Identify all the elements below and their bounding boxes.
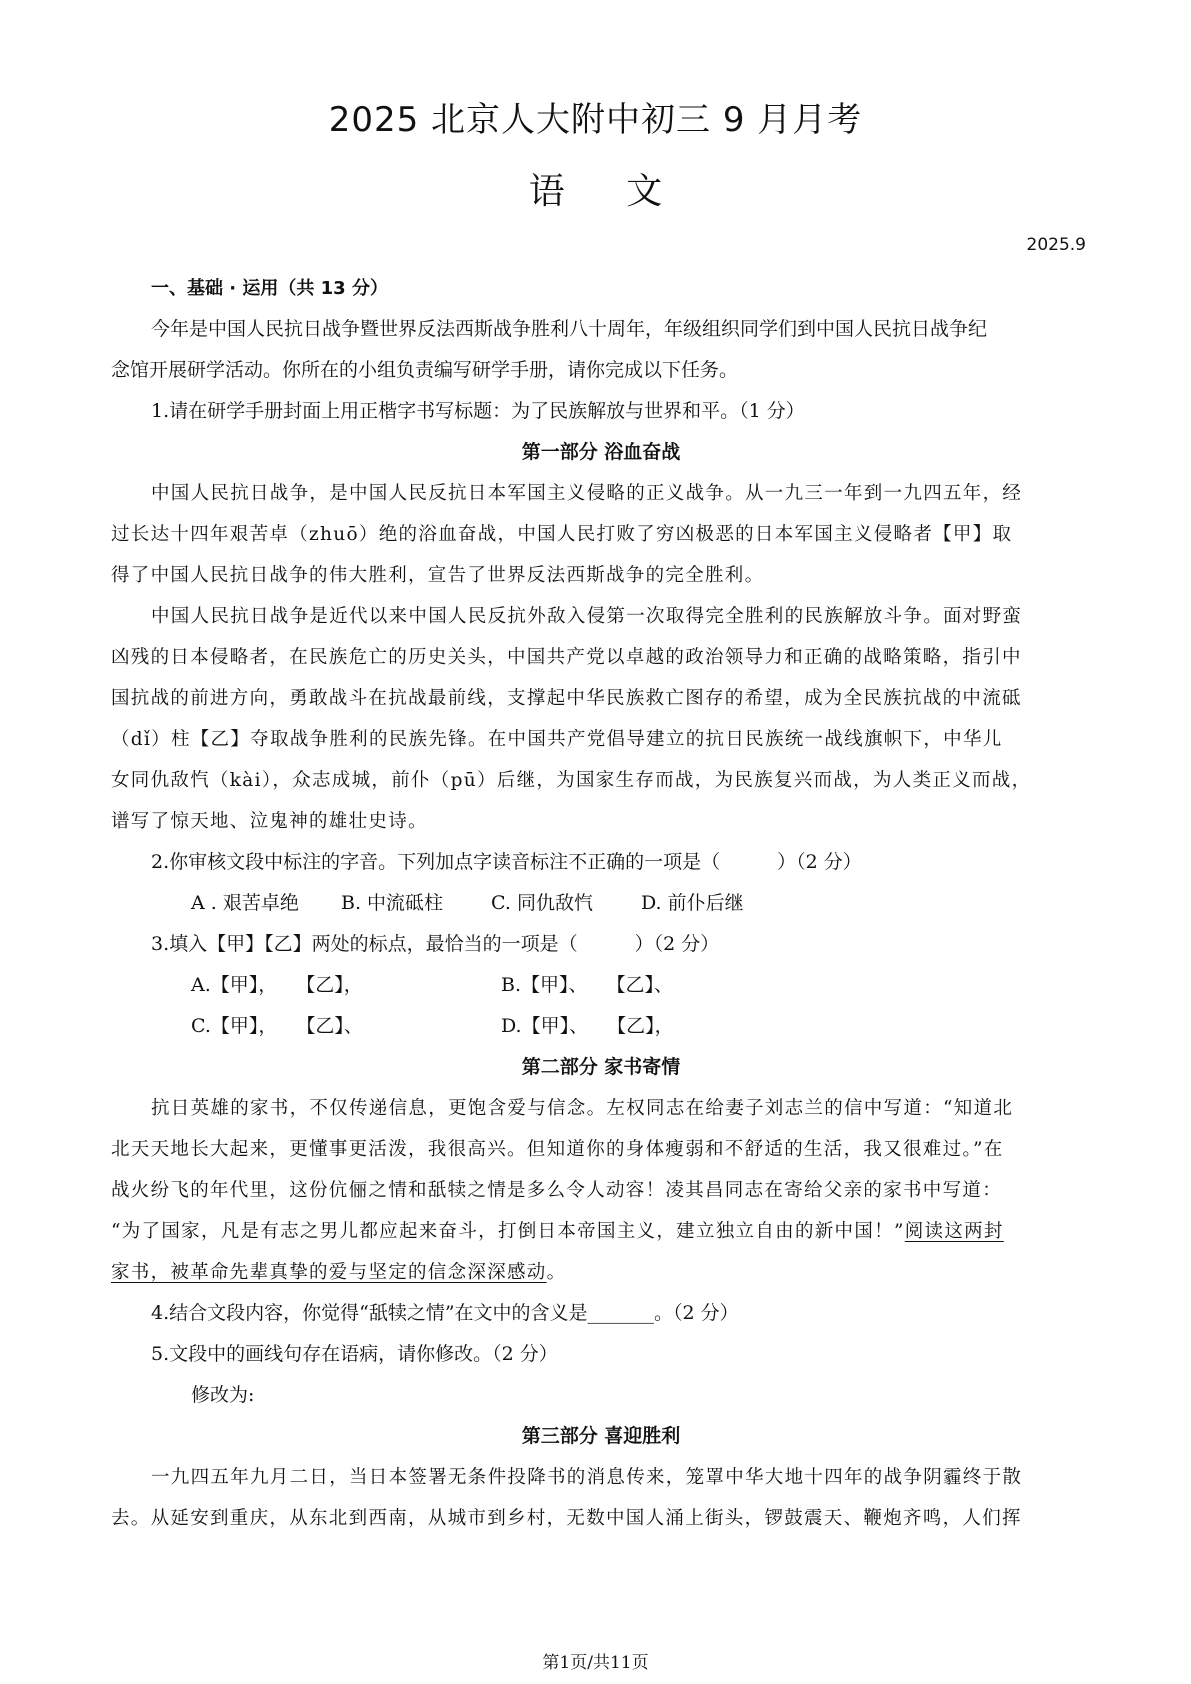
- passage-line: 凶残的日本侵略者，在民族危亡的历史关头，中国共产党以卓越的政治领导力和正确的战略策略，指引中: [111, 647, 1022, 668]
- question-5: 5.文段中的画线句存在语病，请你修改。（2 分）: [151, 1343, 558, 1365]
- passage-line: 中国人民抗日战争，是中国人民反抗日本军国主义侵略的正义战争。从一九三一年到一九四五年，经: [151, 483, 1023, 504]
- option-d: D.【甲】、 【乙】，: [501, 1015, 674, 1037]
- sentence-end: 。: [546, 1262, 567, 1283]
- passage-line: 抗日英雄的家书，不仅传递信息，更饱含爱与信念。左权同志在给妻子刘志兰的信中写道：“知道北: [151, 1098, 1014, 1119]
- part-title: 第二部分 家书寄情: [521, 1056, 681, 1078]
- passage-line: 女同仇敌忾（kài），众志成城，前仆（pū）后继，为国家生存而战，为民族复兴而战，为人类正义而战，: [111, 770, 1032, 791]
- option-b: B.【甲】、 【乙】、: [501, 974, 674, 996]
- question-3: 3.填入【甲】【乙】两处的标点，最恰当的一项是（ ）（2 分）: [151, 933, 720, 955]
- passage-line: 得了中国人民抗日战争的伟大胜利，宣告了世界反法西斯战争的完全胜利。: [111, 565, 765, 586]
- option-b: B. 中流砥柱: [341, 892, 444, 914]
- passage-line: 国抗战的前进方向，勇敢战斗在抗战最前线，支撑起中华民族救亡图存的希望，成为全民族抗战的中流砥: [111, 688, 1022, 709]
- intro-line: 念馆开展研学活动。你所在的小组负责编写研学手册，请你完成以下任务。: [111, 359, 739, 381]
- quote-text: “为了国家，凡是有志之男儿都应起来奋斗，打倒日本帝国主义，建立独立自由的新中国！”: [111, 1221, 905, 1242]
- option-c: C. 同仇敌忾: [491, 892, 593, 914]
- option-c: C.【甲】， 【乙】、: [191, 1015, 363, 1037]
- option-d: D. 前仆后继: [641, 892, 744, 914]
- question-4: 4.结合文段内容，你觉得“舐犊之情”在文中的含义是_______。（2 分）: [151, 1302, 739, 1324]
- question-3-options: [111, 965, 1091, 1006]
- option-a: A . 艰苦卓绝: [191, 892, 299, 914]
- subject-title: 语 文: [528, 171, 663, 212]
- part-title: 第三部分 喜迎胜利: [521, 1425, 681, 1447]
- question-3-options: [111, 1006, 1091, 1047]
- passage-line: 过长达十四年艰苦卓（zhuō）绝的浴血奋战，中国人民打败了穷凶极恶的日本军国主义侵略者【甲】取: [111, 524, 1013, 545]
- passage-line: [111, 1252, 1091, 1293]
- passage-line: （dǐ）柱【乙】夺取战争胜利的民族先锋。在中国共产党倡导建立的抗日民族统一战线旗帜下，中华儿: [111, 729, 1003, 750]
- passage-line: 北天天地长大起来，更懂事更活泼，我很高兴。但知道你的身体瘦弱和不舒适的生活，我又很难过。”在: [111, 1139, 1004, 1160]
- answer-prompt: 修改为:: [191, 1384, 255, 1406]
- passage-line: 中国人民抗日战争是近代以来中国人民反抗外敌入侵第一次取得完全胜利的民族解放斗争。面对野蛮: [151, 606, 1023, 627]
- exam-title: 2025 北京人大附中初三 9 月月考: [328, 100, 863, 140]
- exam-content: [111, 268, 1091, 1539]
- question-2: 2.你审核文段中标注的字音。下列加点字读音标注不正确的一项是（ ）（2 分）: [151, 851, 862, 873]
- passage-line: [111, 1211, 1091, 1252]
- section-heading: 一、基础 · 运用（共 13 分）: [151, 278, 388, 299]
- question-1: 1.请在研学手册封面上用正楷字书写标题：为了民族解放与世界和平。（1 分）: [151, 400, 805, 422]
- passage-line: 谱写了惊天地、泣鬼神的雄壮史诗。: [111, 811, 428, 832]
- passage-line: 战火纷飞的年代里，这份伉俪之情和舐犊之情是多么令人动容！凌其昌同志在寄给父亲的家书中写道：: [111, 1180, 1003, 1201]
- part-title: 第一部分 浴血奋战: [521, 441, 681, 463]
- exam-date: 2025.9: [1026, 235, 1086, 255]
- intro-line: 今年是中国人民抗日战争暨世界反法西斯战争胜利八十周年，年级组织同学们到中国人民抗日战争纪: [151, 318, 988, 340]
- option-a: A.【甲】， 【乙】，: [191, 974, 363, 996]
- underlined-sentence: 阅读这两封: [904, 1221, 1004, 1242]
- page-number: 第1页/共11页: [542, 1653, 649, 1673]
- question-2-options: [111, 883, 1091, 924]
- underlined-sentence: 家书，被革命先辈真挚的爱与坚定的信念深深感动: [111, 1262, 547, 1283]
- passage-line: 去。从延安到重庆，从东北到西南，从城市到乡村，无数中国人涌上街头，锣鼓震天、鞭炮齐鸣，人们挥: [111, 1508, 1022, 1529]
- passage-line: 一九四五年九月二日，当日本签署无条件投降书的消息传来，笼罩中华大地十四年的战争阴霾终于散: [151, 1467, 1023, 1488]
